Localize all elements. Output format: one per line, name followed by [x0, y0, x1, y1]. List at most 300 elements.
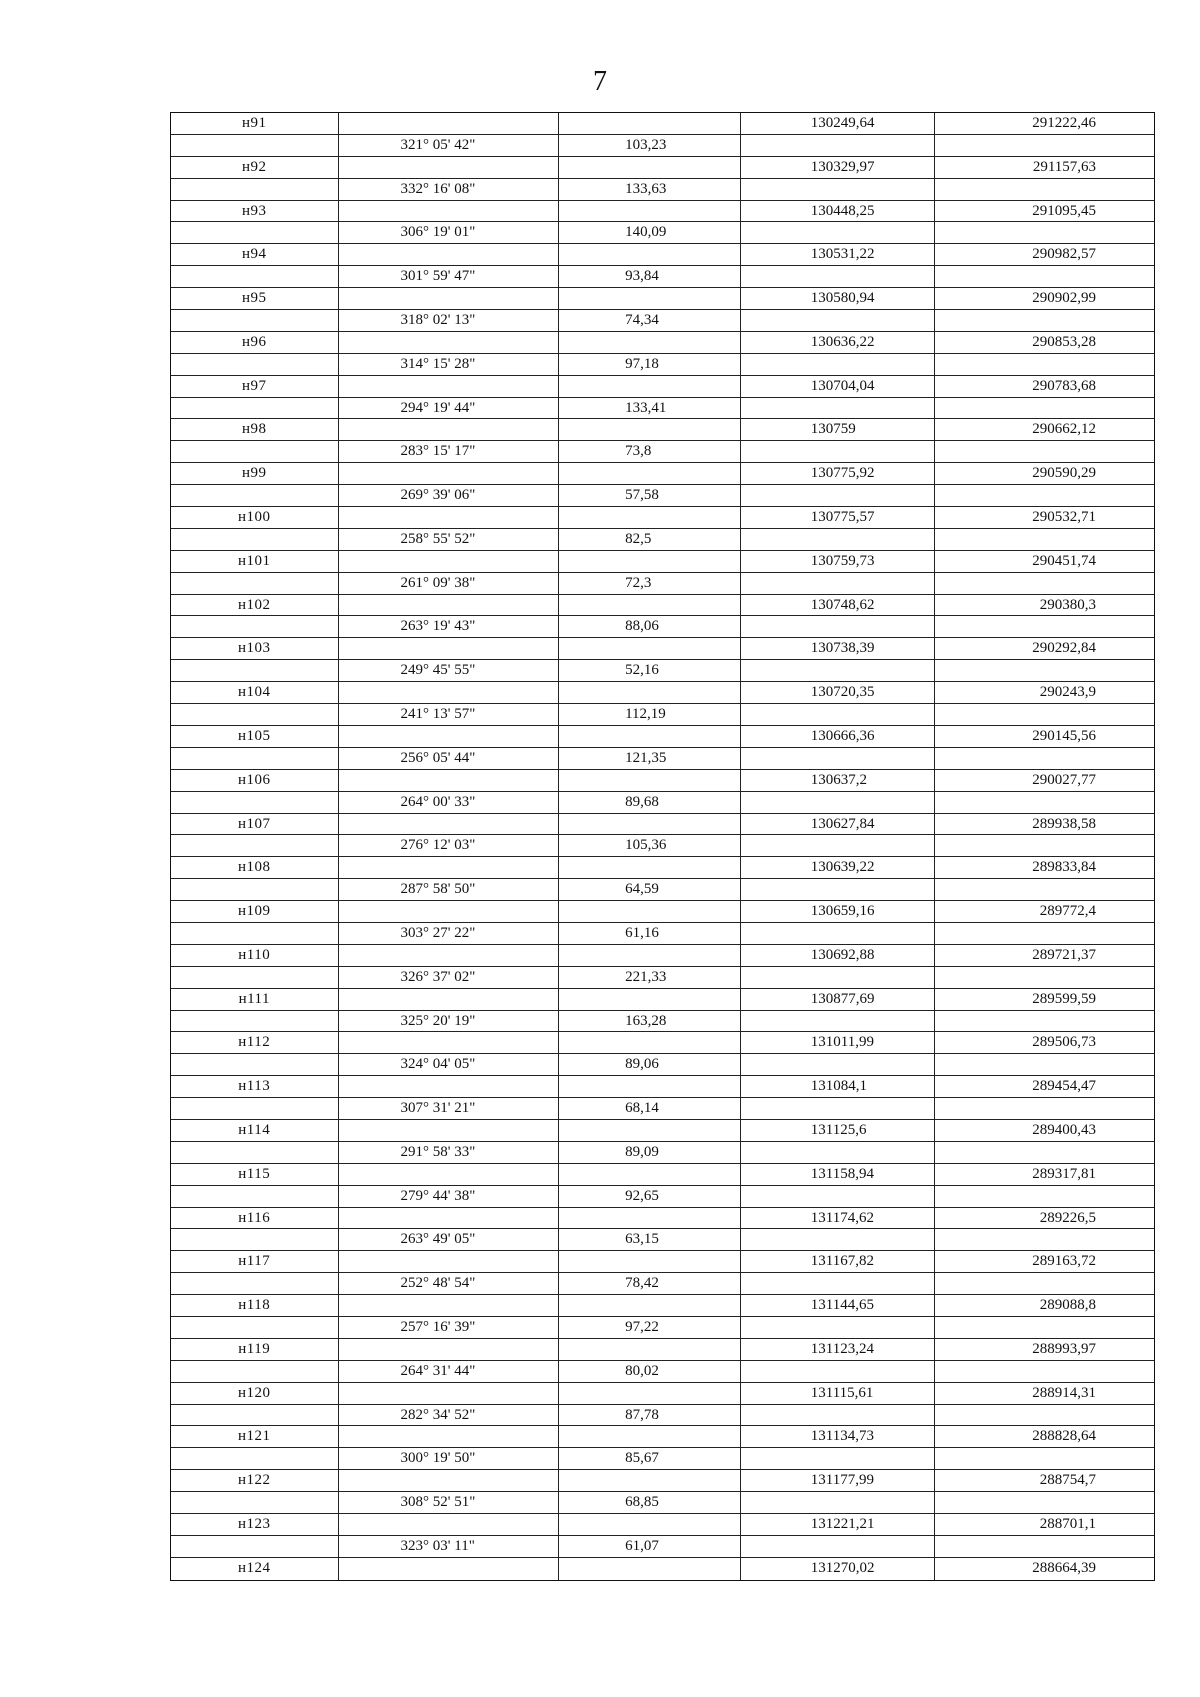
empty-cell [741, 1361, 936, 1382]
distance-cell: 93,84 [559, 266, 741, 287]
empty-cell [339, 989, 560, 1010]
distance-cell: 68,85 [559, 1492, 741, 1513]
distance-cell: 121,35 [559, 748, 741, 769]
segment-row [171, 135, 1154, 157]
empty-cell [935, 616, 1154, 637]
point-name-cell: н120 [171, 1383, 339, 1404]
empty-cell [171, 1492, 339, 1513]
point-row [171, 638, 1154, 660]
point-row [171, 551, 1154, 573]
empty-cell [741, 1011, 936, 1032]
bearing-angle-cell: 279° 44' 38" [339, 1186, 560, 1207]
point-name-cell: н101 [171, 551, 339, 572]
point-name-cell: н96 [171, 332, 339, 353]
point-name-cell: н100 [171, 507, 339, 528]
x-coordinate-cell: 131125,6 [741, 1120, 936, 1141]
distance-cell: 89,68 [559, 792, 741, 813]
distance-cell: 140,09 [559, 222, 741, 243]
distance-cell: 112,19 [559, 704, 741, 725]
x-coordinate-cell: 131167,82 [741, 1251, 936, 1272]
distance-cell: 57,58 [559, 485, 741, 506]
distance-cell: 52,16 [559, 660, 741, 681]
empty-cell [559, 1164, 741, 1185]
empty-cell [935, 179, 1154, 200]
empty-cell [935, 310, 1154, 331]
empty-cell [741, 1273, 936, 1294]
empty-cell [741, 222, 936, 243]
empty-cell [741, 660, 936, 681]
y-coordinate-cell: 289721,37 [1032, 946, 1097, 963]
empty-cell [339, 857, 560, 878]
segment-row [171, 792, 1154, 814]
empty-cell [339, 770, 560, 791]
empty-cell [171, 573, 339, 594]
empty-cell [339, 1383, 560, 1404]
empty-cell [559, 551, 741, 572]
segment-row [171, 1054, 1154, 1076]
segment-row [171, 1273, 1154, 1295]
distance-cell: 78,42 [559, 1273, 741, 1294]
empty-cell [741, 179, 936, 200]
distance-cell: 105,36 [559, 835, 741, 856]
empty-cell [935, 485, 1154, 506]
y-coordinate-cell: 288993,97 [1032, 1340, 1097, 1357]
empty-cell [559, 989, 741, 1010]
empty-cell [171, 310, 339, 331]
empty-cell [935, 748, 1154, 769]
empty-cell [559, 332, 741, 353]
distance-cell: 97,18 [559, 354, 741, 375]
empty-cell [935, 1361, 1154, 1382]
y-coordinate-cell: 289163,72 [1032, 1253, 1097, 1270]
segment-row [171, 704, 1154, 726]
point-name-cell: н113 [171, 1076, 339, 1097]
empty-cell [935, 441, 1154, 462]
segment-row [171, 879, 1154, 901]
bearing-angle-cell: 325° 20' 19" [339, 1011, 560, 1032]
empty-cell [171, 792, 339, 813]
x-coordinate-cell: 130775,92 [741, 463, 936, 484]
empty-cell [741, 1536, 936, 1557]
segment-row [171, 1011, 1154, 1033]
empty-cell [559, 945, 741, 966]
x-coordinate-cell: 130329,97 [741, 157, 936, 178]
point-row [171, 288, 1154, 310]
empty-cell [741, 879, 936, 900]
point-row [171, 419, 1154, 441]
point-row [171, 726, 1154, 748]
point-name-cell: н92 [171, 157, 339, 178]
bearing-angle-cell: 318° 02' 13" [339, 310, 560, 331]
empty-cell [559, 288, 741, 309]
y-coordinate-cell: 290902,99 [1032, 290, 1097, 307]
x-coordinate-cell: 130580,94 [741, 288, 936, 309]
segment-row [171, 616, 1154, 638]
bearing-angle-cell: 326° 37' 02" [339, 967, 560, 988]
x-coordinate-cell: 130748,62 [741, 595, 936, 616]
page-number: 7 [593, 66, 607, 97]
empty-cell [339, 1339, 560, 1360]
empty-cell [339, 157, 560, 178]
segment-row [171, 529, 1154, 551]
bearing-angle-cell: 287° 58' 50" [339, 879, 560, 900]
empty-cell [559, 244, 741, 265]
empty-cell [339, 595, 560, 616]
empty-cell [559, 770, 741, 791]
empty-cell [339, 1032, 560, 1053]
empty-cell [559, 1470, 741, 1491]
distance-cell: 82,5 [559, 529, 741, 550]
empty-cell [171, 485, 339, 506]
y-coordinate-cell: 289088,8 [1039, 1297, 1097, 1314]
point-name-cell: н95 [171, 288, 339, 309]
empty-cell [171, 1448, 339, 1469]
empty-cell [339, 463, 560, 484]
x-coordinate-cell: 131084,1 [741, 1076, 936, 1097]
empty-cell [741, 135, 936, 156]
point-name-cell: н93 [171, 201, 339, 222]
empty-cell [741, 573, 936, 594]
point-row [171, 1383, 1154, 1405]
point-row [171, 989, 1154, 1011]
empty-cell [559, 901, 741, 922]
point-row [171, 1120, 1154, 1142]
empty-cell [559, 726, 741, 747]
x-coordinate-cell: 130636,22 [741, 332, 936, 353]
empty-cell [559, 463, 741, 484]
point-row [171, 1295, 1154, 1317]
empty-cell [935, 1273, 1154, 1294]
point-name-cell: н105 [171, 726, 339, 747]
segment-row [171, 266, 1154, 288]
x-coordinate-cell: 130639,22 [741, 857, 936, 878]
point-name-cell: н98 [171, 419, 339, 440]
distance-cell: 61,16 [559, 923, 741, 944]
empty-cell [935, 1098, 1154, 1119]
empty-cell [339, 1076, 560, 1097]
empty-cell [171, 616, 339, 637]
point-row [171, 1076, 1154, 1098]
empty-cell [171, 529, 339, 550]
empty-cell [559, 814, 741, 835]
empty-cell [171, 266, 339, 287]
empty-cell [339, 814, 560, 835]
point-row [171, 857, 1154, 879]
point-row [171, 814, 1154, 836]
y-coordinate-cell: 291222,46 [1032, 115, 1097, 131]
distance-cell: 64,59 [559, 879, 741, 900]
x-coordinate-cell: 130775,57 [741, 507, 936, 528]
point-name-cell: н117 [171, 1251, 339, 1272]
distance-cell: 92,65 [559, 1186, 741, 1207]
empty-cell [741, 923, 936, 944]
distance-cell: 221,33 [559, 967, 741, 988]
empty-cell [935, 573, 1154, 594]
point-row [171, 1339, 1154, 1361]
segment-row [171, 441, 1154, 463]
x-coordinate-cell: 130759,73 [741, 551, 936, 572]
x-coordinate-cell: 131011,99 [741, 1032, 936, 1053]
empty-cell [339, 1558, 560, 1580]
point-row [171, 770, 1154, 792]
point-row [171, 1032, 1154, 1054]
empty-cell [935, 1142, 1154, 1163]
distance-cell: 97,22 [559, 1317, 741, 1338]
x-coordinate-cell: 130637,2 [741, 770, 936, 791]
point-row [171, 507, 1154, 529]
y-coordinate-cell: 289833,84 [1032, 859, 1097, 876]
point-name-cell: н102 [171, 595, 339, 616]
y-coordinate-cell: 288914,31 [1032, 1384, 1097, 1401]
empty-cell [559, 1120, 741, 1141]
bearing-angle-cell: 323° 03' 11" [339, 1536, 560, 1557]
empty-cell [741, 266, 936, 287]
bearing-angle-cell: 294° 19' 44" [339, 398, 560, 419]
empty-cell [171, 441, 339, 462]
bearing-angle-cell: 264° 00' 33" [339, 792, 560, 813]
segment-row [171, 398, 1154, 420]
distance-cell: 89,06 [559, 1054, 741, 1075]
y-coordinate-cell: 288701,1 [1039, 1516, 1097, 1532]
x-coordinate-cell: 131174,62 [741, 1208, 936, 1229]
empty-cell [935, 792, 1154, 813]
empty-cell [741, 310, 936, 331]
empty-cell [171, 135, 339, 156]
distance-cell: 63,15 [559, 1229, 741, 1250]
y-coordinate-cell: 290145,56 [1032, 727, 1097, 744]
distance-cell: 85,67 [559, 1448, 741, 1469]
empty-cell [339, 551, 560, 572]
bearing-angle-cell: 321° 05' 42" [339, 135, 560, 156]
y-coordinate-cell: 288828,64 [1032, 1428, 1097, 1445]
empty-cell [741, 835, 936, 856]
empty-cell [935, 266, 1154, 287]
bearing-angle-cell: 264° 31' 44" [339, 1361, 560, 1382]
point-row [171, 901, 1154, 923]
empty-cell [339, 1251, 560, 1272]
point-row [171, 1470, 1154, 1492]
segment-row [171, 1492, 1154, 1514]
distance-cell: 89,09 [559, 1142, 741, 1163]
empty-cell [741, 1405, 936, 1426]
x-coordinate-cell: 130720,35 [741, 682, 936, 703]
segment-row [171, 1361, 1154, 1383]
point-row [171, 682, 1154, 704]
x-coordinate-cell: 131115,61 [741, 1383, 936, 1404]
empty-cell [741, 704, 936, 725]
x-coordinate-cell: 130692,88 [741, 945, 936, 966]
bearing-angle-cell: 283° 15' 17" [339, 441, 560, 462]
point-name-cell: н108 [171, 857, 339, 878]
empty-cell [741, 748, 936, 769]
y-coordinate-cell: 288664,39 [1032, 1559, 1097, 1576]
x-coordinate-cell: 130877,69 [741, 989, 936, 1010]
point-name-cell: н107 [171, 814, 339, 835]
empty-cell [935, 135, 1154, 156]
empty-cell [559, 638, 741, 659]
empty-cell [339, 1295, 560, 1316]
point-row [171, 1514, 1154, 1536]
bearing-angle-cell: 314° 15' 28" [339, 354, 560, 375]
empty-cell [171, 1098, 339, 1119]
x-coordinate-cell: 131144,65 [741, 1295, 936, 1316]
empty-cell [339, 682, 560, 703]
y-coordinate-cell: 290292,84 [1032, 640, 1097, 657]
distance-cell: 74,34 [559, 310, 741, 331]
y-coordinate-cell: 289226,5 [1039, 1209, 1097, 1226]
coordinates-table [170, 112, 1155, 1581]
bearing-angle-cell: 241° 13' 57" [339, 704, 560, 725]
x-coordinate-cell: 131134,73 [741, 1426, 936, 1447]
empty-cell [559, 1558, 741, 1580]
empty-cell [339, 1470, 560, 1491]
segment-row [171, 1448, 1154, 1470]
bearing-angle-cell: 261° 09' 38" [339, 573, 560, 594]
point-name-cell: н109 [171, 901, 339, 922]
empty-cell [339, 1120, 560, 1141]
empty-cell [559, 1426, 741, 1447]
empty-cell [339, 1164, 560, 1185]
point-name-cell: н111 [171, 989, 339, 1010]
bearing-angle-cell: 263° 19' 43" [339, 616, 560, 637]
point-name-cell: н104 [171, 682, 339, 703]
point-name-cell: н97 [171, 376, 339, 397]
empty-cell [741, 1186, 936, 1207]
y-coordinate-cell: 290532,71 [1032, 509, 1097, 526]
empty-cell [171, 179, 339, 200]
distance-cell: 133,63 [559, 179, 741, 200]
bearing-angle-cell: 282° 34' 52" [339, 1405, 560, 1426]
y-coordinate-cell: 289400,43 [1032, 1121, 1097, 1138]
empty-cell [741, 1492, 936, 1513]
segment-row [171, 660, 1154, 682]
y-coordinate-cell: 290662,12 [1032, 421, 1097, 438]
empty-cell [935, 1448, 1154, 1469]
empty-cell [741, 441, 936, 462]
empty-cell [559, 1032, 741, 1053]
segment-row [171, 179, 1154, 201]
point-row [171, 945, 1154, 967]
point-name-cell: н121 [171, 1426, 339, 1447]
y-coordinate-cell: 290590,29 [1032, 465, 1097, 482]
bearing-angle-cell: 269° 39' 06" [339, 485, 560, 506]
bearing-angle-cell: 258° 55' 52" [339, 529, 560, 550]
point-row [171, 244, 1154, 266]
empty-cell [559, 1076, 741, 1097]
y-coordinate-cell: 289599,59 [1032, 990, 1097, 1007]
empty-cell [339, 638, 560, 659]
x-coordinate-cell: 130759 [741, 419, 936, 440]
empty-cell [741, 485, 936, 506]
empty-cell [741, 1229, 936, 1250]
y-coordinate-cell: 290243,9 [1039, 684, 1097, 701]
y-coordinate-cell: 290853,28 [1032, 333, 1097, 350]
distance-cell: 68,14 [559, 1098, 741, 1119]
empty-cell [171, 1536, 339, 1557]
point-row [171, 463, 1154, 485]
empty-cell [171, 1054, 339, 1075]
empty-cell [559, 113, 741, 134]
point-row [171, 201, 1154, 223]
empty-cell [741, 354, 936, 375]
point-name-cell: н124 [171, 1558, 339, 1580]
empty-cell [171, 704, 339, 725]
empty-cell [559, 1514, 741, 1535]
empty-cell [559, 157, 741, 178]
point-name-cell: н112 [171, 1032, 339, 1053]
empty-cell [171, 1142, 339, 1163]
empty-cell [339, 113, 560, 134]
x-coordinate-cell: 130448,25 [741, 201, 936, 222]
empty-cell [741, 1317, 936, 1338]
empty-cell [935, 835, 1154, 856]
empty-cell [741, 529, 936, 550]
segment-row [171, 1229, 1154, 1251]
distance-cell: 61,07 [559, 1536, 741, 1557]
empty-cell [171, 1361, 339, 1382]
segment-row [171, 485, 1154, 507]
empty-cell [935, 704, 1154, 725]
empty-cell [741, 1054, 936, 1075]
empty-cell [935, 354, 1154, 375]
empty-cell [339, 1426, 560, 1447]
point-row [171, 1208, 1154, 1230]
point-row [171, 376, 1154, 398]
empty-cell [171, 967, 339, 988]
empty-cell [171, 222, 339, 243]
empty-cell [935, 529, 1154, 550]
x-coordinate-cell: 131158,94 [741, 1164, 936, 1185]
empty-cell [741, 398, 936, 419]
empty-cell [171, 1011, 339, 1032]
point-name-cell: н94 [171, 244, 339, 265]
segment-row [171, 1405, 1154, 1427]
segment-row [171, 748, 1154, 770]
point-row [171, 1251, 1154, 1273]
empty-cell [935, 1536, 1154, 1557]
point-name-cell: н103 [171, 638, 339, 659]
empty-cell [339, 332, 560, 353]
point-name-cell: н123 [171, 1514, 339, 1535]
empty-cell [339, 244, 560, 265]
bearing-angle-cell: 291° 58' 33" [339, 1142, 560, 1163]
y-coordinate-cell: 290451,74 [1032, 552, 1097, 569]
distance-cell: 133,41 [559, 398, 741, 419]
empty-cell [559, 376, 741, 397]
distance-cell: 87,78 [559, 1405, 741, 1426]
empty-cell [171, 879, 339, 900]
empty-cell [339, 419, 560, 440]
empty-cell [559, 1251, 741, 1272]
x-coordinate-cell: 131177,99 [741, 1470, 936, 1491]
distance-cell: 163,28 [559, 1011, 741, 1032]
point-name-cell: н91 [171, 113, 339, 134]
segment-row [171, 1317, 1154, 1339]
x-coordinate-cell: 130531,22 [741, 244, 936, 265]
y-coordinate-cell: 290783,68 [1032, 377, 1097, 394]
segment-row [171, 1142, 1154, 1164]
y-coordinate-cell: 288754,7 [1039, 1472, 1097, 1489]
x-coordinate-cell: 131270,02 [741, 1558, 936, 1580]
point-name-cell: н114 [171, 1120, 339, 1141]
bearing-angle-cell: 324° 04' 05" [339, 1054, 560, 1075]
point-row [171, 1426, 1154, 1448]
x-coordinate-cell: 130704,04 [741, 376, 936, 397]
point-row [171, 1558, 1154, 1580]
empty-cell [741, 616, 936, 637]
empty-cell [935, 660, 1154, 681]
y-coordinate-cell: 290380,3 [1039, 596, 1097, 613]
